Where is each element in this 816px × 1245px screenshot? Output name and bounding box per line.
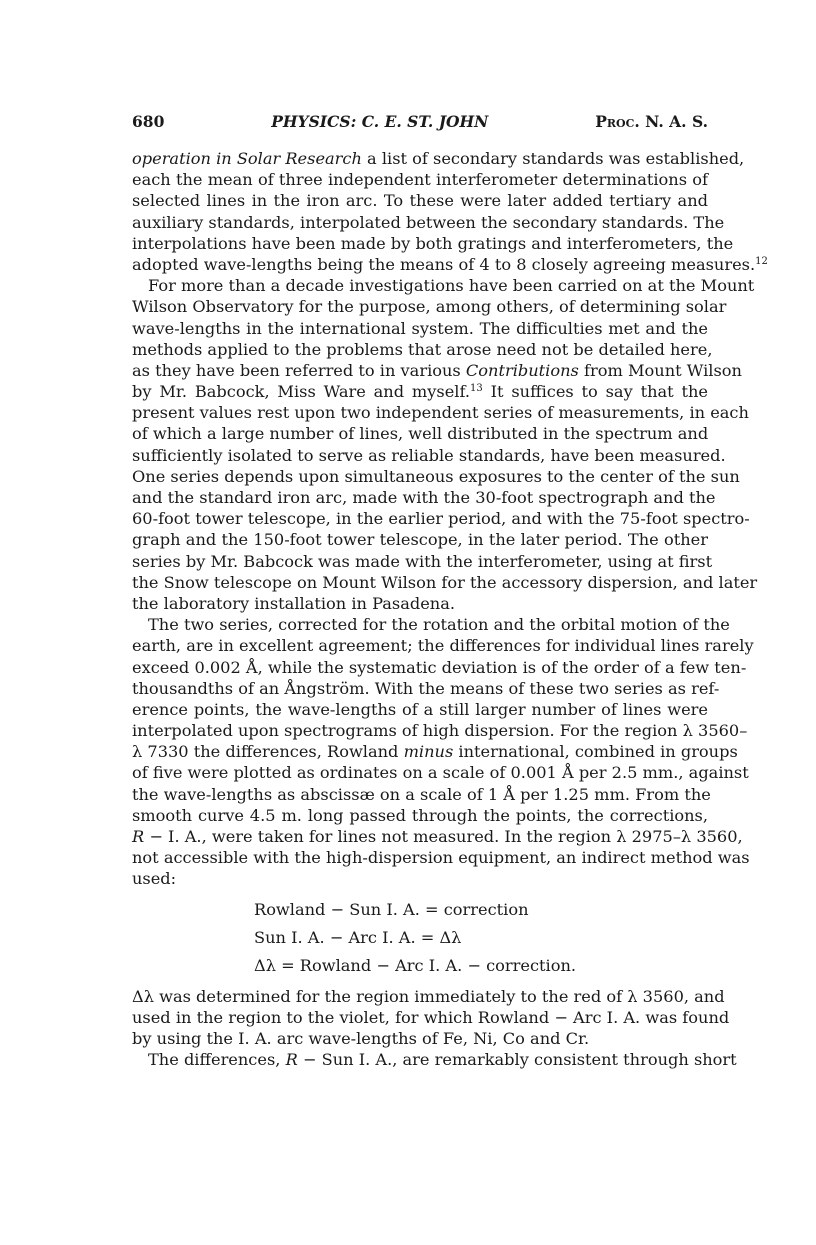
page-number: 680 [132,112,165,131]
italic-run: R [132,827,145,846]
text-run: interpolated upon spectrograms of high dispersion. For the region λ 3560– [132,721,748,741]
text-line [132,847,750,868]
text-line [132,1007,730,1028]
text-run: − Sun I. A., are remarkably consistent through short [297,1050,737,1070]
text-line [132,986,725,1007]
text-run: the Snow telescope on Mount Wilson for the accessory dispersion, and later [132,572,758,592]
paragraph-4 [132,986,730,1050]
text-run: interpolations have been made by both gratings and interferometers, the [132,233,734,253]
text-run: λ 7330 the differences, Rowland [132,742,404,762]
text-run: sufficiently isolated to serve as reliable standards, have been measured. [132,445,726,465]
text-line [132,699,708,720]
text-run: One series depends upon simultaneous exposures to the center of the sun [132,466,740,486]
journal-name: Proc. N. A. S. [595,112,708,131]
text-line [132,868,708,889]
text-line [132,720,748,741]
equation-line: Rowland − Sun I. A. = correction [254,899,529,919]
text-run: series by Mr. Babcock was made with the interferometer, using at first [132,551,713,571]
text-run: not accessible with the high-dispersion equipment, an indirect method was [132,848,750,868]
text-run: It suffices to say that the [482,382,708,402]
text-line [132,614,730,635]
text-run: used: [132,869,177,889]
text-run: as they have been referred to in various [132,360,466,380]
page [132,112,768,1070]
text-run: present values rest upon two independent series of measurements, in each [132,403,749,423]
text-line [132,212,725,233]
text-line [132,254,768,275]
text-run: The two series, corrected for the rotation and the orbital motion of the [148,615,730,635]
text-run: adopted wave-lengths being the means of 4 to 8 closely agreeing measures. [132,254,756,274]
text-run: methods applied to the problems that arose need not be detailed here, [132,339,713,359]
equation-line: Δλ = Rowland − Arc I. A. − correction. [254,955,577,975]
text-run: the laboratory installation in Pasadena. [132,593,456,613]
text-line [132,445,726,466]
text-run: a list of secondary standards was established, [361,149,745,168]
text-run: graph and the 150-foot tower telescope, in the later period. The other [132,530,708,550]
text-run: − I. A., were taken for lines not measured. In the region λ 2975–λ 3560, [144,827,743,846]
text-line [132,826,743,847]
text-line [132,657,747,678]
text-line [132,466,740,487]
text-run: Wilson Observatory for the purpose, among others, of determining solar [132,297,727,317]
running-title: PHYSICS: C. E. ST. JOHN [271,112,489,131]
text-run: by using the I. A. arc wave-lengths of Fe, Ni, Co and Cr. [132,1028,590,1048]
text-line [132,339,713,360]
italic-run: minus [403,742,454,762]
text-line [132,1049,737,1070]
text-run: For more than a decade investigations have been carried on at the Mount [148,276,755,296]
italic-run: Contributions [465,360,579,380]
text-run: of which a large number of lines, well distributed in the spectrum and [132,424,709,444]
text-line [132,741,738,762]
text-line [132,148,745,169]
equation-line: Sun I. A. − Arc I. A. = Δλ [254,927,462,947]
text-run: of five were plotted as ordinates on a scale of 0.001 Å per 2.5 mm., against [132,763,749,783]
text-run: used in the region to the violet, for which Rowland − Arc I. A. was found [132,1007,730,1027]
text-run: erence points, the wave-lengths of a still larger number of lines were [132,699,708,719]
text-line [132,529,708,550]
text-run: exceed 0.002 Å, while the systematic deviation is of the order of a few ten- [132,657,747,677]
text-run: wave-lengths in the international system. The difficulties met and the [132,318,708,338]
equation-block [254,896,708,980]
text-line [132,572,758,593]
text-run: by Mr. Babcock, Miss Ware and myself. [132,382,471,402]
text-run: auxiliary standards, interpolated between the secondary standards. The [132,212,725,232]
text-run: and the standard iron arc, made with the 30-foot spectrograph and the [132,488,716,507]
text-line [132,593,708,614]
text-line [132,1028,708,1049]
text-run: from Mount Wilson [578,360,742,380]
paragraph-2 [132,275,758,614]
text-line [132,233,734,254]
paragraph-1 [132,148,768,275]
text-line [132,762,749,783]
italic-run: R [285,1050,298,1070]
text-line [132,360,742,381]
footnote-ref[interactable]: 12 [755,255,768,267]
text-line [132,275,755,296]
text-line [132,318,708,339]
paragraph-3 [132,614,754,889]
text-line [132,296,727,317]
text-line [132,784,711,805]
text-line [132,551,713,572]
text-line [132,487,716,508]
italic-run: operation in Solar Research [132,149,362,168]
text-line [132,381,708,402]
text-line [132,805,708,826]
text-line [132,635,754,656]
paragraph-5 [132,1049,737,1070]
text-line [132,402,749,423]
text-run: selected lines in the iron arc. To these were later added tertiary and [132,191,708,211]
text-line [132,169,708,190]
text-run: thousandths of an Ångström. With the means of these two series as ref- [132,678,720,698]
text-run: international, combined in groups [453,742,738,762]
running-head [132,112,708,134]
text-run: earth, are in excellent agreement; the differences for individual lines rarely [132,636,754,656]
text-run: Δλ was determined for the region immediately to the red of λ 3560, and [132,986,725,1006]
text-run: The differences, [148,1050,286,1070]
text-run: 60-foot tower telescope, in the earlier period, and with the 75-foot spectro- [132,509,750,529]
text-line [132,190,708,211]
text-run: smooth curve 4.5 m. long passed through the points, the corrections, [132,805,708,825]
footnote-ref[interactable]: 13 [470,383,483,395]
text-line [132,508,750,529]
text-line [132,423,708,444]
text-run: the wave-lengths as abscissæ on a scale of 1 Å per 1.25 mm. From the [132,784,711,804]
text-line [132,678,720,699]
text-run: each the mean of three independent interferometer determinations of [132,170,708,190]
